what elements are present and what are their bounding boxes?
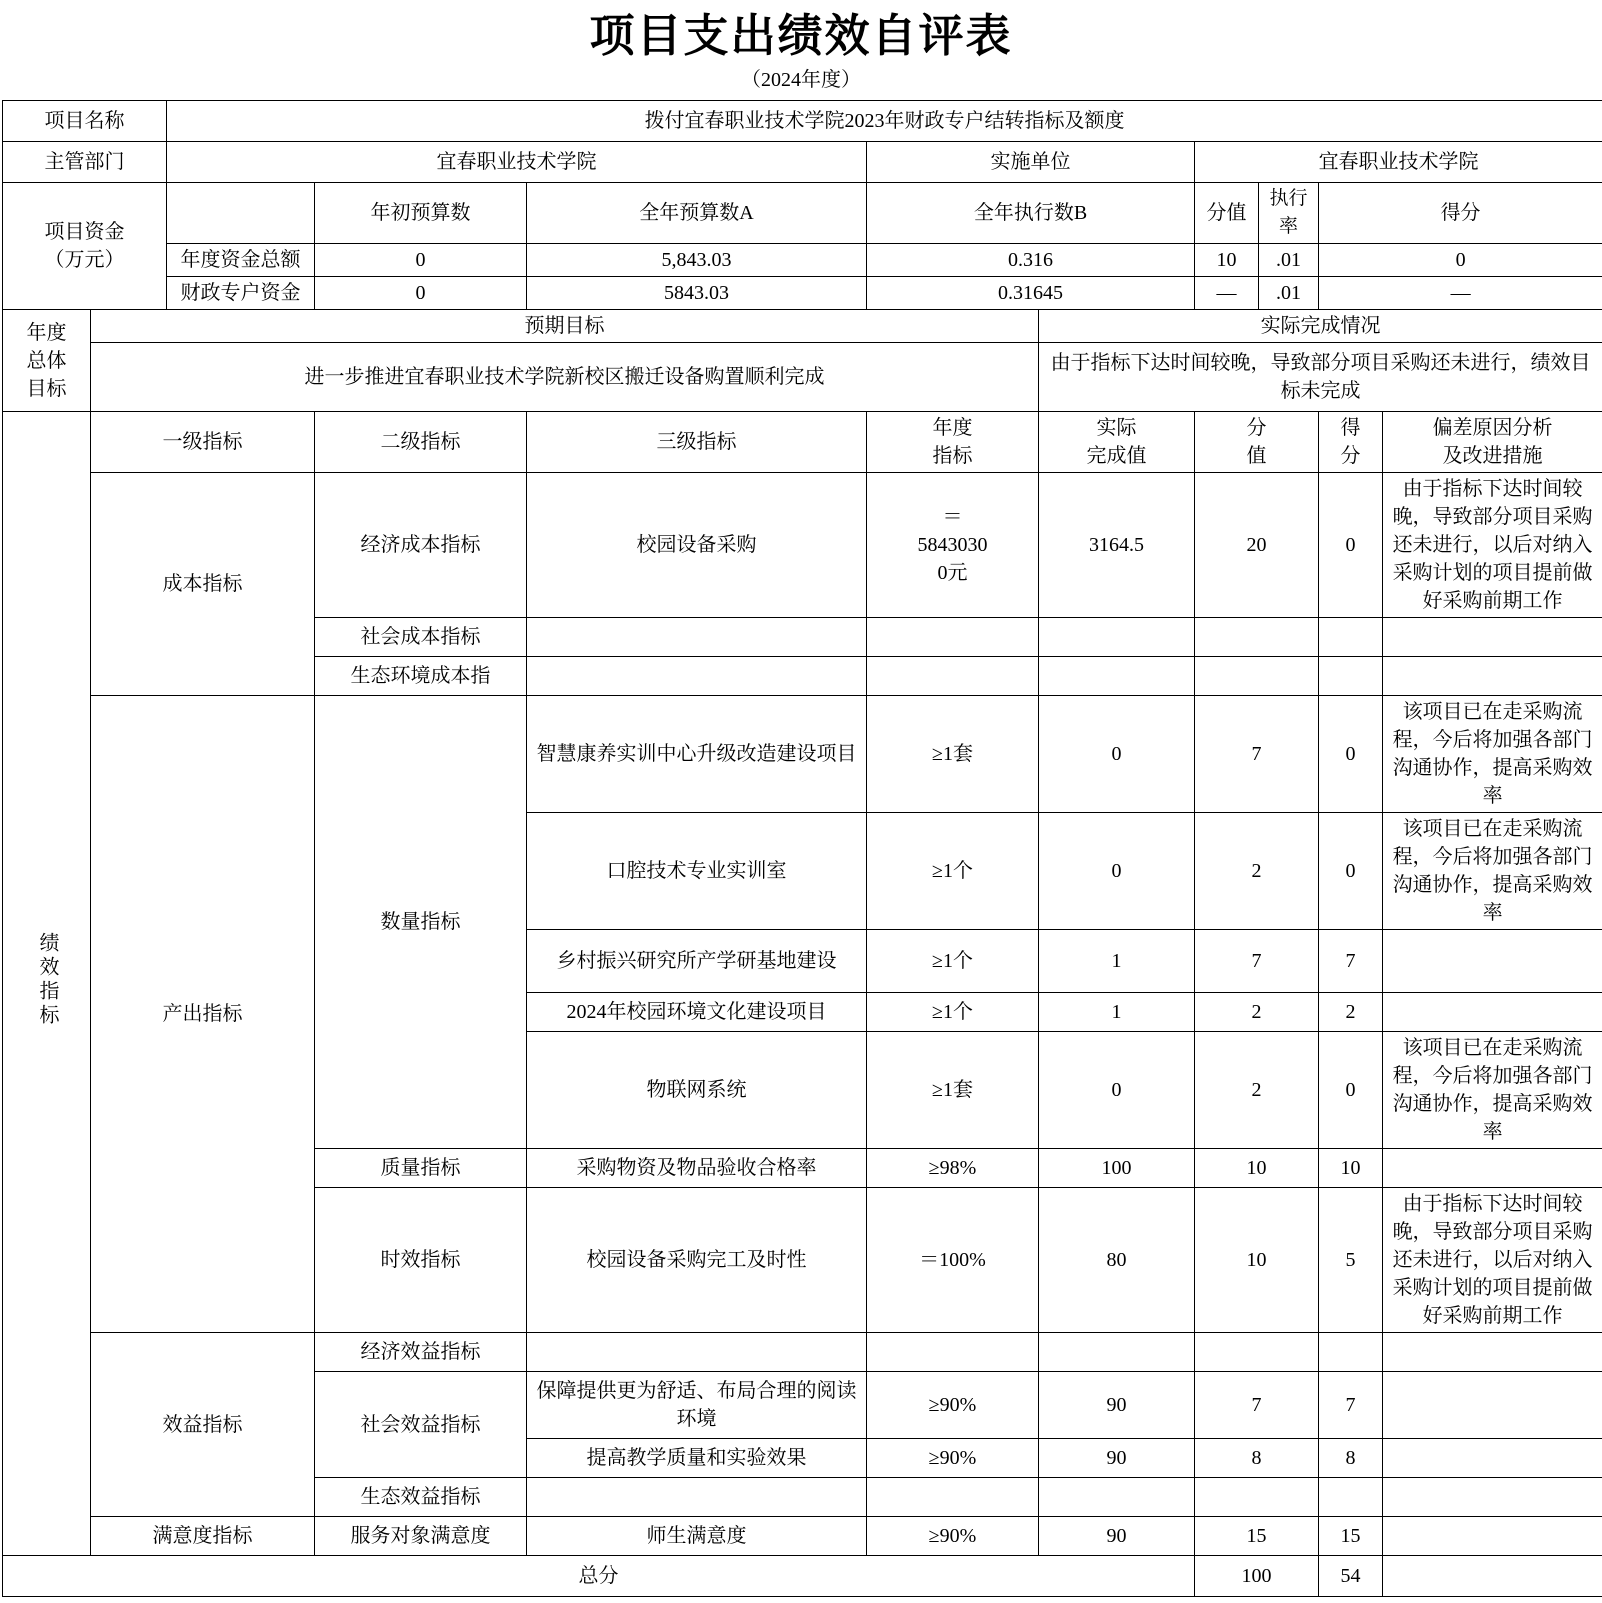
overall-actual-header: 实际完成情况 <box>1039 310 1602 343</box>
perf-level2-2-3: 生态效益指标 <box>315 1478 527 1517</box>
perf-col-analysis-line1: 偏差原因分析 <box>1386 414 1599 442</box>
funds-year-budget-0: 5,843.03 <box>527 244 867 277</box>
performance-self-evaluation-page <box>0 8 1602 1603</box>
perf-score-value-0-2 <box>1195 657 1319 696</box>
funds-begin-budget-1: 0 <box>315 277 527 310</box>
overall-label-line3: 目标 <box>6 375 87 403</box>
department-value: 宜春职业技术学院 <box>167 142 867 183</box>
perf-level3-2-2: 提高教学质量和实验效果 <box>527 1439 867 1478</box>
perf-score-value-2-2: 8 <box>1195 1439 1319 1478</box>
perf-score-2-2: 8 <box>1319 1439 1383 1478</box>
perf-col-actual-line2: 完成值 <box>1042 442 1191 470</box>
perf-level3-2-1: 保障提供更为舒适、布局合理的阅读环境 <box>527 1372 867 1439</box>
perf-analysis-0-2 <box>1383 657 1602 696</box>
perf-analysis-1-1: 该项目已在走采购流程，今后将加强各部门沟通协作，提高采购效率 <box>1383 813 1602 930</box>
perf-score-value-0-0: 20 <box>1195 473 1319 618</box>
perf-analysis-1-6: 由于指标下达时间较晚，导致部分项目采购还未进行，以后对纳入采购计划的项目提前做好采购前期工作 <box>1383 1188 1602 1333</box>
total-score: 54 <box>1319 1556 1383 1597</box>
table-row <box>3 1333 1602 1372</box>
table-row <box>3 696 1602 813</box>
row-funds-special <box>3 277 1602 310</box>
perf-actual-0-0: 3164.5 <box>1039 473 1195 618</box>
perf-annual-2-0 <box>867 1333 1039 1372</box>
perf-analysis-1-3 <box>1383 993 1602 1032</box>
perf-analysis-0-1 <box>1383 618 1602 657</box>
perf-actual-1-6: 80 <box>1039 1188 1195 1333</box>
overall-actual-value: 由于指标下达时间较晚，导致部分项目采购还未进行，绩效目标未完成 <box>1039 343 1602 412</box>
perf-score-0-2 <box>1319 657 1383 696</box>
perf-actual-1-3: 1 <box>1039 993 1195 1032</box>
perf-side-label <box>3 412 91 1556</box>
funds-col-year-budget: 全年预算数A <box>527 183 867 244</box>
exec-rate-line2: 率 <box>1262 213 1315 241</box>
perf-annual-2-2: ≥90% <box>867 1439 1039 1478</box>
perf-level3-0-0: 校园设备采购 <box>527 473 867 618</box>
perf-annual-1-0: ≥1套 <box>867 696 1039 813</box>
total-label: 总分 <box>3 1556 1195 1597</box>
funds-col-year-exec: 全年执行数B <box>867 183 1195 244</box>
perf-col-analysis <box>1383 412 1602 473</box>
row-department <box>3 142 1602 183</box>
perf-level2-0-1: 社会成本指标 <box>315 618 527 657</box>
funds-score-0: 0 <box>1319 244 1602 277</box>
perf-actual-2-1: 90 <box>1039 1372 1195 1439</box>
perf-score-value-2-1: 7 <box>1195 1372 1319 1439</box>
perf-actual-0-1 <box>1039 618 1195 657</box>
perf-score-value-1-2: 7 <box>1195 930 1319 993</box>
perf-score-value-3-0: 15 <box>1195 1517 1319 1556</box>
project-name-value: 拨付宜春职业技术学院2023年财政专户结转指标及额度 <box>167 101 1602 142</box>
perf-col-actual <box>1039 412 1195 473</box>
perf-level3-0-2 <box>527 657 867 696</box>
total-score-value: 100 <box>1195 1556 1319 1597</box>
perf-level1-output: 产出指标 <box>91 696 315 1333</box>
table-row <box>3 473 1602 618</box>
funds-row-name-0: 年度资金总额 <box>167 244 315 277</box>
row-overall-values <box>3 343 1602 412</box>
perf-level3-1-4: 物联网系统 <box>527 1032 867 1149</box>
performance-table <box>2 100 1602 1597</box>
perf-score-1-6: 5 <box>1319 1188 1383 1333</box>
perf-actual-1-0: 0 <box>1039 696 1195 813</box>
row-project-name <box>3 101 1602 142</box>
perf-analysis-1-5 <box>1383 1149 1602 1188</box>
page-subtitle: （2024年度） <box>2 66 1600 94</box>
perf-score-1-4: 0 <box>1319 1032 1383 1149</box>
perf-score-2-3 <box>1319 1478 1383 1517</box>
perf-level3-1-0: 智慧康养实训中心升级改造建设项目 <box>527 696 867 813</box>
perf-level3-1-3: 2024年校园环境文化建设项目 <box>527 993 867 1032</box>
perf-score-value-2-0 <box>1195 1333 1319 1372</box>
perf-analysis-3-0 <box>1383 1517 1602 1556</box>
perf-score-value-1-4: 2 <box>1195 1032 1319 1149</box>
perf-analysis-2-1 <box>1383 1372 1602 1439</box>
perf-actual-2-2: 90 <box>1039 1439 1195 1478</box>
perf-col-score-value <box>1195 412 1319 473</box>
perf-annual-0-0-line1: ＝ <box>870 503 1035 531</box>
perf-analysis-1-2 <box>1383 930 1602 993</box>
perf-annual-1-1: ≥1个 <box>867 813 1039 930</box>
perf-annual-1-2: ≥1个 <box>867 930 1039 993</box>
perf-col-level3: 三级指标 <box>527 412 867 473</box>
funds-label <box>3 183 167 310</box>
row-overall-header <box>3 310 1602 343</box>
perf-level1-satisfaction: 满意度指标 <box>91 1517 315 1556</box>
perf-annual-1-3: ≥1个 <box>867 993 1039 1032</box>
funds-col-score: 得分 <box>1319 183 1602 244</box>
perf-analysis-0-0: 由于指标下达时间较晚，导致部分项目采购还未进行，以后对纳入采购计划的项目提前做好采购前期工作 <box>1383 473 1602 618</box>
perf-col-annual-line2: 指标 <box>870 442 1035 470</box>
perf-level2-social-benefit: 社会效益指标 <box>315 1372 527 1478</box>
perf-score-3-0: 15 <box>1319 1517 1383 1556</box>
perf-col-score-line2: 分 <box>1322 442 1379 470</box>
perf-analysis-2-0 <box>1383 1333 1602 1372</box>
perf-annual-2-1: ≥90% <box>867 1372 1039 1439</box>
perf-actual-1-5: 100 <box>1039 1149 1195 1188</box>
funds-col-score-value: 分值 <box>1195 183 1259 244</box>
perf-level1-cost: 成本指标 <box>91 473 315 696</box>
perf-score-value-0-1 <box>1195 618 1319 657</box>
funds-name-col-header <box>167 183 315 244</box>
funds-score-value-0: 10 <box>1195 244 1259 277</box>
perf-score-value-1-5: 10 <box>1195 1149 1319 1188</box>
perf-score-value-2-3 <box>1195 1478 1319 1517</box>
perf-col-level2: 二级指标 <box>315 412 527 473</box>
perf-actual-0-2 <box>1039 657 1195 696</box>
perf-actual-2-3 <box>1039 1478 1195 1517</box>
perf-score-2-1: 7 <box>1319 1372 1383 1439</box>
funds-col-exec-rate <box>1259 183 1319 244</box>
funds-col-begin-budget: 年初预算数 <box>315 183 527 244</box>
perf-level3-1-1: 口腔技术专业实训室 <box>527 813 867 930</box>
total-analysis <box>1383 1556 1602 1597</box>
funds-row-name-1: 财政专户资金 <box>167 277 315 310</box>
perf-col-score-line1: 得 <box>1322 414 1379 442</box>
perf-col-annual-line1: 年度 <box>870 414 1035 442</box>
perf-level3-3-0: 师生满意度 <box>527 1517 867 1556</box>
row-funds-header <box>3 183 1602 244</box>
perf-col-annual <box>867 412 1039 473</box>
perf-annual-0-0-line2: 5843030 <box>870 531 1035 559</box>
funds-exec-rate-1: .01 <box>1259 277 1319 310</box>
exec-rate-line1: 执行 <box>1262 185 1315 213</box>
overall-expected-header: 预期目标 <box>91 310 1039 343</box>
funds-year-exec-0: 0.316 <box>867 244 1195 277</box>
perf-level3-0-1 <box>527 618 867 657</box>
perf-score-value-1-6: 10 <box>1195 1188 1319 1333</box>
perf-level2-3-0: 服务对象满意度 <box>315 1517 527 1556</box>
funds-score-value-1: — <box>1195 277 1259 310</box>
perf-level3-1-2: 乡村振兴研究所产学研基地建设 <box>527 930 867 993</box>
perf-annual-1-6: ＝100% <box>867 1188 1039 1333</box>
funds-label-line2: （万元） <box>6 246 163 274</box>
perf-level2-0-0: 经济成本指标 <box>315 473 527 618</box>
perf-level2-quality: 质量指标 <box>315 1149 527 1188</box>
unit-label: 实施单位 <box>867 142 1195 183</box>
perf-actual-2-0 <box>1039 1333 1195 1372</box>
overall-expected-value: 进一步推进宜春职业技术学院新校区搬迁设备购置顺利完成 <box>91 343 1039 412</box>
perf-annual-3-0: ≥90% <box>867 1517 1039 1556</box>
perf-col-analysis-line2: 及改进措施 <box>1386 442 1599 470</box>
perf-annual-1-4: ≥1套 <box>867 1032 1039 1149</box>
perf-col-score-value-line2: 值 <box>1198 442 1315 470</box>
perf-level2-timeliness: 时效指标 <box>315 1188 527 1333</box>
perf-score-0-0: 0 <box>1319 473 1383 618</box>
perf-col-level1: 一级指标 <box>91 412 315 473</box>
perf-level2-2-0: 经济效益指标 <box>315 1333 527 1372</box>
funds-begin-budget-0: 0 <box>315 244 527 277</box>
perf-level3-2-3 <box>527 1478 867 1517</box>
perf-score-0-1 <box>1319 618 1383 657</box>
perf-actual-3-0: 90 <box>1039 1517 1195 1556</box>
unit-value: 宜春职业技术学院 <box>1195 142 1602 183</box>
perf-level3-1-5: 采购物资及物品验收合格率 <box>527 1149 867 1188</box>
perf-level3-2-0 <box>527 1333 867 1372</box>
perf-side-label-text: 绩效指标 <box>35 932 58 1028</box>
funds-score-1: — <box>1319 277 1602 310</box>
perf-annual-0-1 <box>867 618 1039 657</box>
perf-col-score-value-line1: 分 <box>1198 414 1315 442</box>
perf-score-1-3: 2 <box>1319 993 1383 1032</box>
perf-score-1-0: 0 <box>1319 696 1383 813</box>
table-row <box>3 1517 1602 1556</box>
perf-analysis-2-2 <box>1383 1439 1602 1478</box>
funds-year-budget-1: 5843.03 <box>527 277 867 310</box>
perf-level2-0-2: 生态环境成本指 <box>315 657 527 696</box>
perf-score-value-1-3: 2 <box>1195 993 1319 1032</box>
perf-annual-0-2 <box>867 657 1039 696</box>
overall-label-line1: 年度 <box>6 319 87 347</box>
funds-year-exec-1: 0.31645 <box>867 277 1195 310</box>
row-total <box>3 1556 1602 1597</box>
perf-level2-quantity: 数量指标 <box>315 696 527 1149</box>
project-name-label: 项目名称 <box>3 101 167 142</box>
department-label: 主管部门 <box>3 142 167 183</box>
perf-level3-1-6: 校园设备采购完工及时性 <box>527 1188 867 1333</box>
perf-col-score <box>1319 412 1383 473</box>
perf-analysis-1-0: 该项目已在走采购流程，今后将加强各部门沟通协作，提高采购效率 <box>1383 696 1602 813</box>
perf-annual-1-5: ≥98% <box>867 1149 1039 1188</box>
row-funds-total <box>3 244 1602 277</box>
perf-annual-0-0-line3: 0元 <box>870 559 1035 587</box>
perf-score-value-1-0: 7 <box>1195 696 1319 813</box>
perf-actual-1-1: 0 <box>1039 813 1195 930</box>
perf-actual-1-2: 1 <box>1039 930 1195 993</box>
perf-score-1-1: 0 <box>1319 813 1383 930</box>
funds-exec-rate-0: .01 <box>1259 244 1319 277</box>
overall-label <box>3 310 91 412</box>
funds-label-line1: 项目资金 <box>6 218 163 246</box>
perf-analysis-1-4: 该项目已在走采购流程，今后将加强各部门沟通协作，提高采购效率 <box>1383 1032 1602 1149</box>
overall-label-line2: 总体 <box>6 347 87 375</box>
row-perf-header <box>3 412 1602 473</box>
perf-col-actual-line1: 实际 <box>1042 414 1191 442</box>
perf-annual-0-0 <box>867 473 1039 618</box>
perf-score-1-5: 10 <box>1319 1149 1383 1188</box>
perf-analysis-2-3 <box>1383 1478 1602 1517</box>
perf-score-value-1-1: 2 <box>1195 813 1319 930</box>
perf-annual-2-3 <box>867 1478 1039 1517</box>
perf-level1-benefit: 效益指标 <box>91 1333 315 1517</box>
perf-actual-1-4: 0 <box>1039 1032 1195 1149</box>
perf-score-1-2: 7 <box>1319 930 1383 993</box>
perf-score-2-0 <box>1319 1333 1383 1372</box>
page-title: 项目支出绩效自评表 <box>2 8 1600 64</box>
